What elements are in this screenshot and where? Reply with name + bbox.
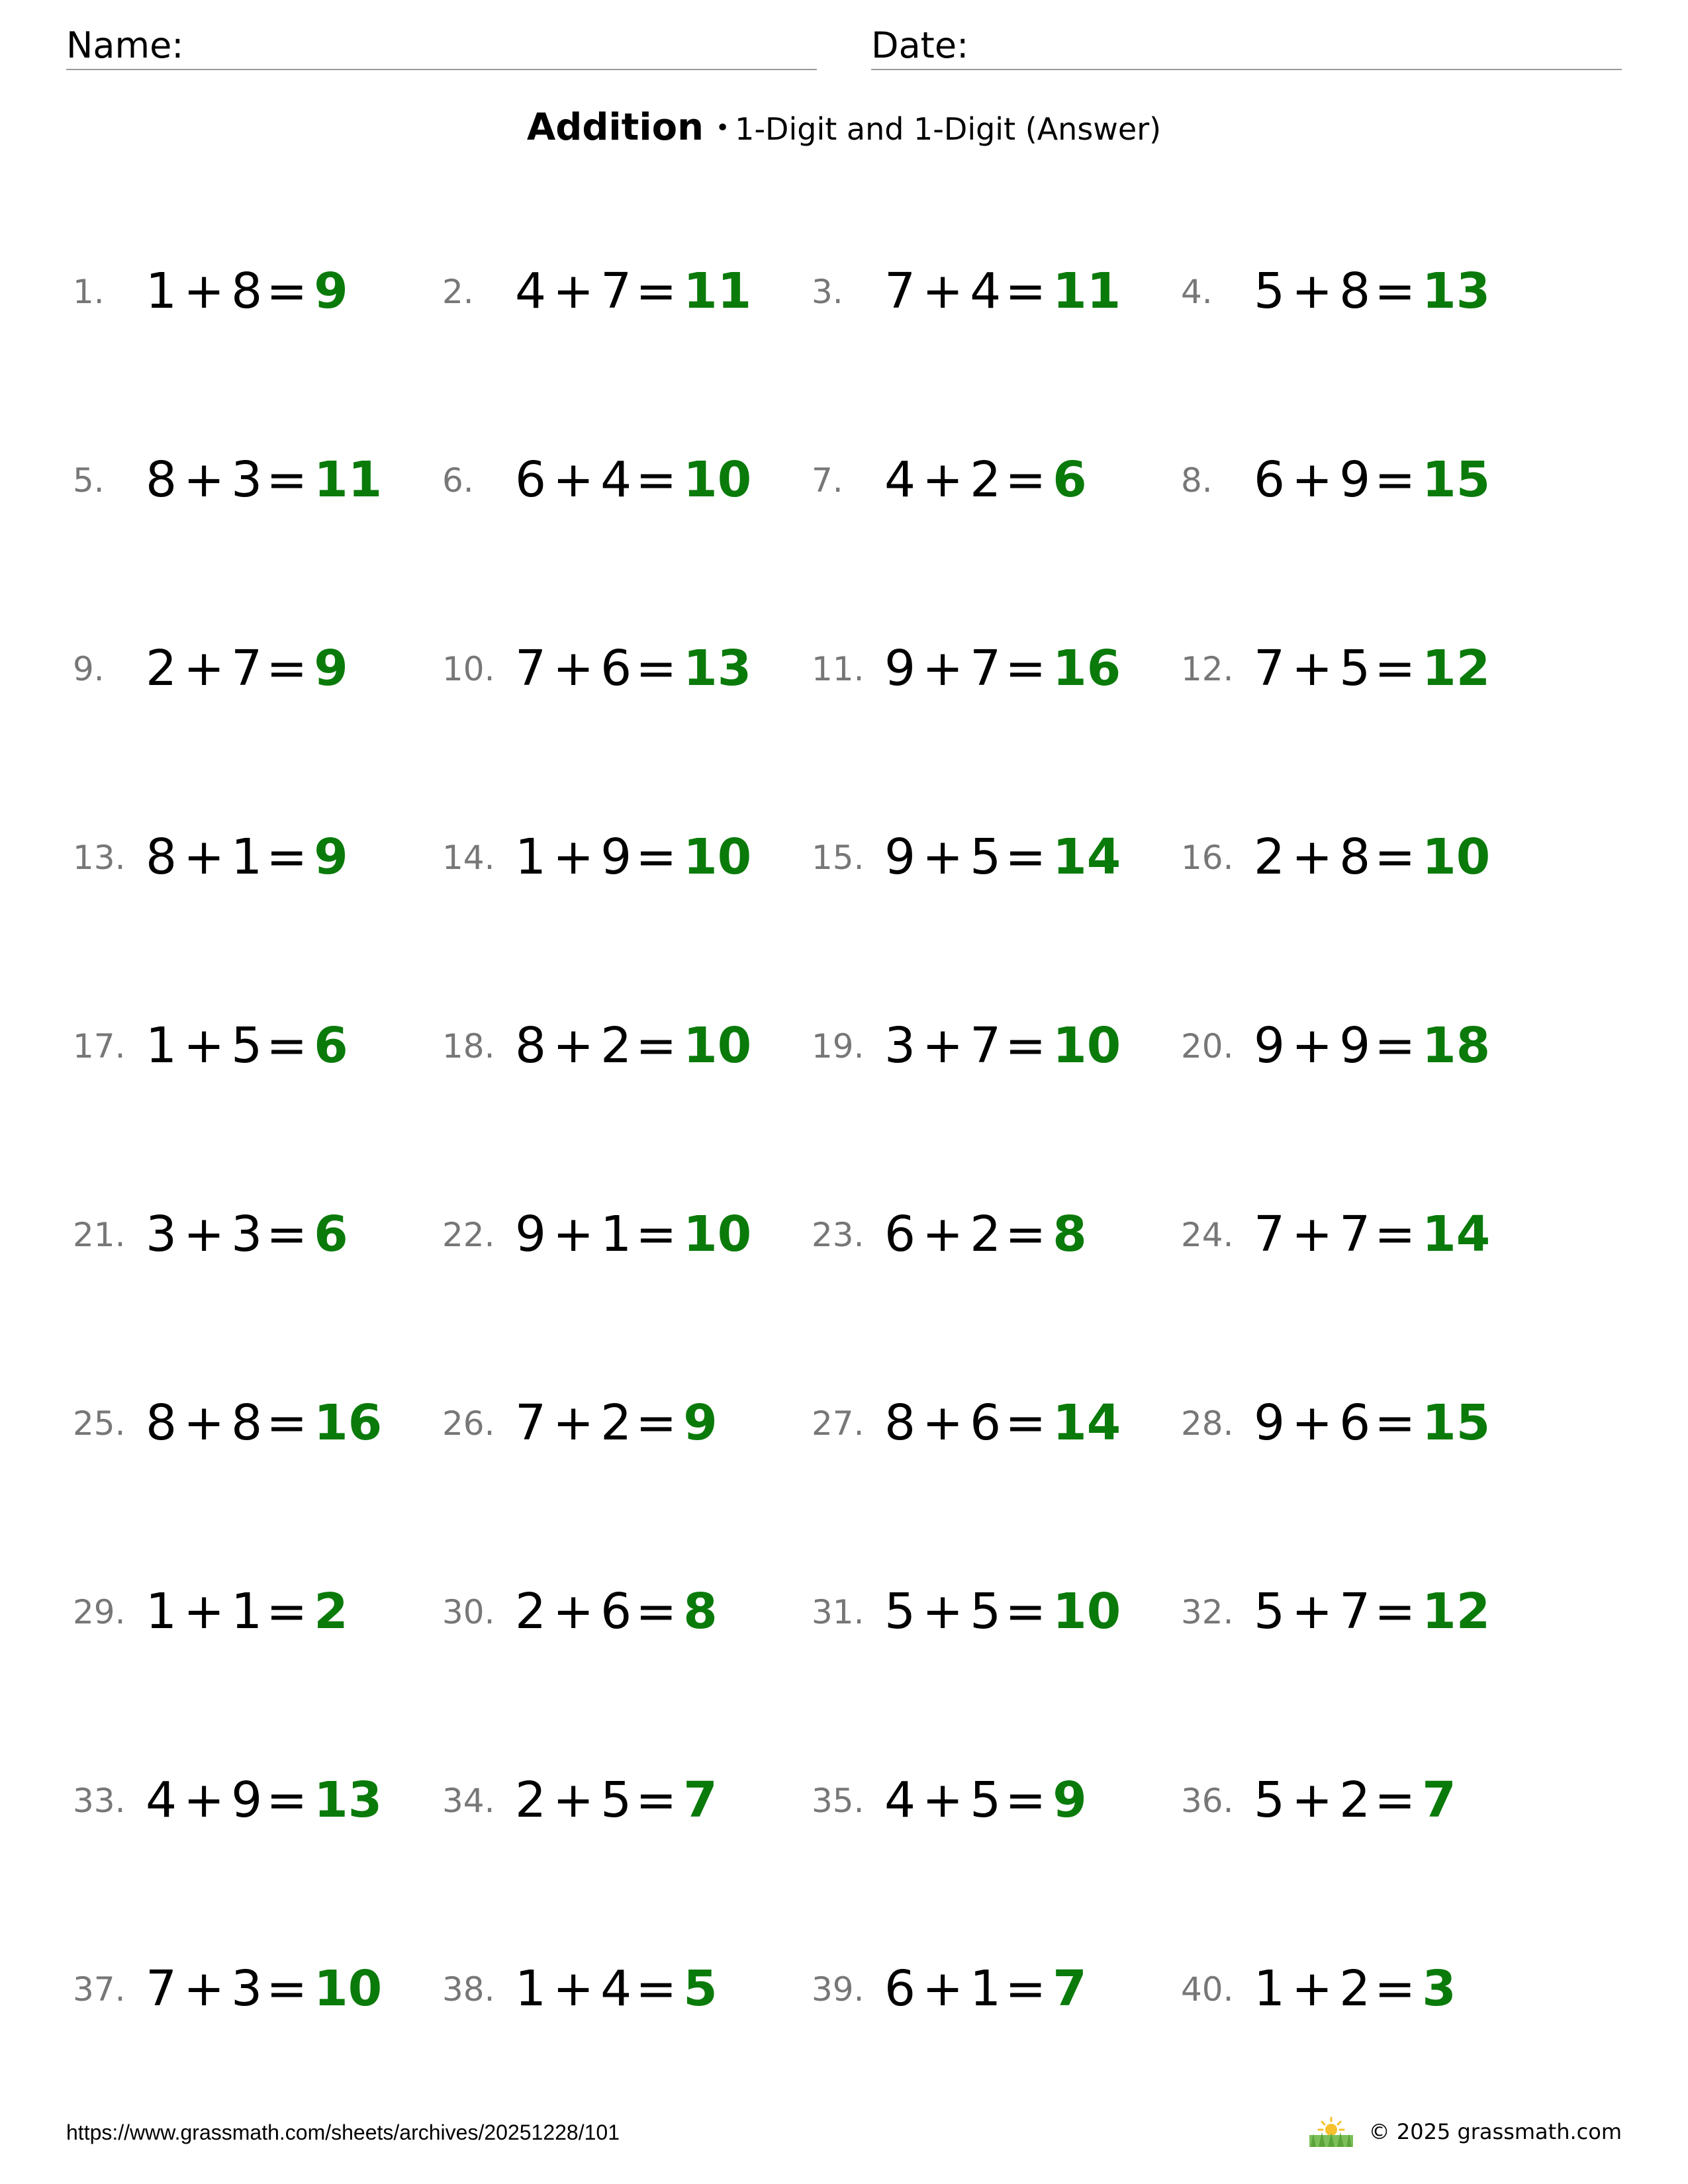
problem-equation [146, 1390, 382, 1456]
plus-sign: + [553, 1017, 594, 1074]
plus-sign: + [1291, 1394, 1333, 1451]
operand-a: 4 [146, 1772, 177, 1829]
operand-b: 4 [970, 263, 1002, 320]
equals-sign: = [266, 1394, 308, 1451]
plus-sign: + [1291, 640, 1333, 697]
operand-a: 9 [884, 640, 916, 697]
plus-sign: + [553, 1583, 594, 1640]
operand-b: 6 [1339, 1394, 1371, 1451]
operand-a: 1 [1254, 1960, 1286, 2017]
plus-sign: + [553, 640, 594, 697]
equals-sign: = [1005, 1394, 1047, 1451]
operand-b: 9 [600, 829, 632, 886]
operand-a: 6 [884, 1206, 916, 1263]
problem-equation [146, 1767, 382, 1833]
problem-number: 10. [442, 650, 495, 688]
answer-value: 13 [683, 640, 752, 697]
operand-a: 7 [515, 640, 547, 697]
operand-a: 6 [515, 451, 547, 508]
equals-sign: = [635, 1960, 677, 2017]
problem-equation [1254, 1201, 1490, 1267]
problem-number: 33. [73, 1782, 126, 1820]
problem-number: 13. [73, 839, 126, 877]
problem-number: 21. [73, 1216, 126, 1254]
equals-sign: = [1374, 451, 1416, 508]
problem-number: 40. [1181, 1970, 1234, 2009]
equals-sign: = [635, 1772, 677, 1829]
answer-value: 6 [314, 1206, 348, 1263]
plus-sign: + [553, 1772, 594, 1829]
answer-value: 14 [1053, 1394, 1121, 1451]
problem-number: 11. [812, 650, 865, 688]
answer-value: 8 [683, 1583, 718, 1640]
operand-b: 7 [1339, 1206, 1371, 1263]
answer-value: 10 [314, 1960, 383, 2017]
equals-sign: = [1005, 1583, 1047, 1640]
answer-value: 8 [1053, 1206, 1087, 1263]
equals-sign: = [635, 451, 677, 508]
name-label: Name: [66, 24, 184, 66]
problem-equation [146, 258, 348, 324]
plus-sign: + [922, 1772, 964, 1829]
operand-b: 8 [1339, 263, 1371, 320]
operand-a: 7 [146, 1960, 177, 2017]
plus-sign: + [922, 263, 964, 320]
operand-b: 7 [970, 640, 1002, 697]
answer-value: 7 [1053, 1960, 1087, 2017]
plus-sign: + [553, 829, 594, 886]
equals-sign: = [1005, 263, 1047, 320]
operand-b: 6 [970, 1394, 1002, 1451]
operand-b: 8 [231, 1394, 263, 1451]
plus-sign: + [1291, 829, 1333, 886]
equals-sign: = [266, 263, 308, 320]
answer-value: 11 [314, 451, 383, 508]
answer-value: 15 [1422, 1394, 1491, 1451]
problem-equation [884, 1578, 1121, 1645]
equals-sign: = [1005, 451, 1047, 508]
operand-a: 5 [884, 1583, 916, 1640]
equals-sign: = [266, 640, 308, 697]
answer-value: 18 [1422, 1017, 1491, 1074]
operand-b: 8 [231, 263, 263, 320]
problem-number: 22. [442, 1216, 495, 1254]
copyright-text: © 2025 grassmath.com [1368, 2119, 1622, 2144]
operand-a: 7 [1254, 1206, 1286, 1263]
operand-b: 2 [970, 1206, 1002, 1263]
footer-url[interactable]: https://www.grassmath.com/sheets/archives/20251228/101 [66, 2120, 620, 2144]
answer-value: 11 [1053, 263, 1121, 320]
operand-b: 2 [970, 451, 1002, 508]
plus-sign: + [1291, 451, 1333, 508]
plus-sign: + [553, 1206, 594, 1263]
operand-b: 2 [600, 1017, 632, 1074]
problem-number: 27. [812, 1404, 865, 1443]
problem-number: 38. [442, 1970, 495, 2009]
operand-b: 5 [600, 1772, 632, 1829]
date-label: Date: [871, 24, 969, 66]
operand-a: 6 [1254, 451, 1286, 508]
equals-sign: = [635, 829, 677, 886]
problem-equation [146, 1201, 348, 1267]
problem-equation [515, 824, 751, 890]
operand-b: 7 [231, 640, 263, 697]
operand-b: 2 [1339, 1772, 1371, 1829]
answer-value: 9 [1053, 1772, 1087, 1829]
answer-value: 14 [1422, 1206, 1491, 1263]
equals-sign: = [1374, 640, 1416, 697]
equals-sign: = [1374, 1206, 1416, 1263]
answer-value: 14 [1053, 829, 1121, 886]
problem-number: 4. [1181, 273, 1213, 311]
answer-value: 9 [683, 1394, 718, 1451]
answer-value: 9 [314, 829, 348, 886]
operand-b: 4 [600, 451, 632, 508]
answer-value: 3 [1422, 1960, 1456, 2017]
problem-equation [884, 635, 1121, 702]
operand-a: 9 [1254, 1394, 1286, 1451]
equals-sign: = [266, 1960, 308, 2017]
operand-a: 7 [1254, 640, 1286, 697]
operand-a: 6 [884, 1960, 916, 2017]
operand-a: 9 [884, 829, 916, 886]
equals-sign: = [266, 451, 308, 508]
equals-sign: = [1374, 263, 1416, 320]
operand-a: 1 [146, 1017, 177, 1074]
answer-value: 6 [314, 1017, 348, 1074]
equals-sign: = [1005, 829, 1047, 886]
problem-number: 37. [73, 1970, 126, 2009]
problem-equation [884, 1390, 1121, 1456]
plus-sign: + [183, 1960, 225, 2017]
plus-sign: + [1291, 1960, 1333, 2017]
problem-number: 14. [442, 839, 495, 877]
answer-value: 12 [1422, 1583, 1491, 1640]
operand-a: 9 [515, 1206, 547, 1263]
problem-equation [884, 1201, 1087, 1267]
operand-b: 3 [231, 1206, 263, 1263]
problem-equation [146, 824, 348, 890]
plus-sign: + [922, 1960, 964, 2017]
operand-a: 2 [146, 640, 177, 697]
plus-sign: + [922, 640, 964, 697]
problem-equation [1254, 1956, 1456, 2022]
operand-a: 2 [1254, 829, 1286, 886]
operand-a: 2 [515, 1583, 547, 1640]
plus-sign: + [183, 1772, 225, 1829]
plus-sign: + [183, 451, 225, 508]
plus-sign: + [922, 1394, 964, 1451]
problem-equation [1254, 447, 1490, 513]
plus-sign: + [553, 451, 594, 508]
plus-sign: + [183, 829, 225, 886]
problem-equation [515, 635, 751, 702]
operand-b: 1 [600, 1206, 632, 1263]
equals-sign: = [1374, 1583, 1416, 1640]
problem-number: 7. [812, 461, 843, 500]
problem-equation [146, 1578, 348, 1645]
answer-value: 7 [683, 1772, 718, 1829]
problem-equation [515, 1767, 718, 1833]
operand-b: 1 [231, 1583, 263, 1640]
problem-number: 31. [812, 1593, 865, 1631]
equals-sign: = [635, 1206, 677, 1263]
operand-b: 6 [600, 640, 632, 697]
plus-sign: + [1291, 263, 1333, 320]
problem-number: 26. [442, 1404, 495, 1443]
operand-b: 9 [231, 1772, 263, 1829]
operand-a: 3 [884, 1017, 916, 1074]
problem-number: 19. [812, 1027, 865, 1066]
equals-sign: = [1374, 1960, 1416, 2017]
answer-value: 5 [683, 1960, 718, 2017]
equals-sign: = [1374, 829, 1416, 886]
operand-a: 1 [515, 829, 547, 886]
answer-value: 10 [683, 1206, 752, 1263]
problem-equation [146, 635, 348, 702]
answer-value: 16 [1053, 640, 1121, 697]
problem-equation [884, 1013, 1121, 1079]
plus-sign: + [183, 1206, 225, 1263]
operand-a: 9 [1254, 1017, 1286, 1074]
answer-value: 10 [683, 829, 752, 886]
equals-sign: = [266, 1583, 308, 1640]
operand-a: 8 [515, 1017, 547, 1074]
plus-sign: + [183, 263, 225, 320]
operand-a: 8 [146, 1394, 177, 1451]
plus-sign: + [183, 640, 225, 697]
plus-sign: + [922, 1583, 964, 1640]
operand-b: 3 [231, 451, 263, 508]
answer-value: 13 [314, 1772, 383, 1829]
problem-number: 36. [1181, 1782, 1234, 1820]
problem-equation [515, 1201, 751, 1267]
problem-equation [515, 447, 751, 513]
answer-value: 16 [314, 1394, 383, 1451]
answer-value: 13 [1422, 263, 1491, 320]
problem-number: 23. [812, 1216, 865, 1254]
problem-equation [515, 1390, 718, 1456]
operand-b: 2 [600, 1394, 632, 1451]
equals-sign: = [1005, 1772, 1047, 1829]
answer-value: 10 [1422, 829, 1491, 886]
footer-brand [1308, 2115, 1622, 2148]
operand-b: 5 [970, 1772, 1002, 1829]
plus-sign: + [1291, 1772, 1333, 1829]
answer-value: 10 [1053, 1583, 1121, 1640]
plus-sign: + [922, 1017, 964, 1074]
operand-a: 4 [884, 1772, 916, 1829]
answer-value: 6 [1053, 451, 1087, 508]
operand-b: 6 [600, 1583, 632, 1640]
problem-number: 3. [812, 273, 843, 311]
problem-number: 12. [1181, 650, 1234, 688]
answer-value: 7 [1422, 1772, 1456, 1829]
equals-sign: = [1005, 1960, 1047, 2017]
problem-number: 28. [1181, 1404, 1234, 1443]
operand-a: 1 [515, 1960, 547, 2017]
operand-b: 7 [600, 263, 632, 320]
operand-b: 8 [1339, 829, 1371, 886]
equals-sign: = [635, 263, 677, 320]
plus-sign: + [922, 829, 964, 886]
equals-sign: = [266, 1772, 308, 1829]
problem-number: 30. [442, 1593, 495, 1631]
problem-number: 2. [442, 273, 474, 311]
answer-value: 9 [314, 263, 348, 320]
answer-value: 12 [1422, 640, 1491, 697]
operand-b: 9 [1339, 1017, 1371, 1074]
problem-number: 35. [812, 1782, 865, 1820]
operand-a: 8 [884, 1394, 916, 1451]
answer-value: 10 [1053, 1017, 1121, 1074]
problem-number: 20. [1181, 1027, 1234, 1066]
problem-number: 15. [812, 839, 865, 877]
problem-equation [884, 1956, 1087, 2022]
operand-a: 7 [515, 1394, 547, 1451]
problem-equation [515, 258, 751, 324]
operand-a: 1 [146, 263, 177, 320]
operand-a: 7 [884, 263, 916, 320]
equals-sign: = [266, 1206, 308, 1263]
plus-sign: + [922, 451, 964, 508]
operand-b: 5 [231, 1017, 263, 1074]
title-bullet: • [715, 114, 730, 142]
operand-b: 7 [970, 1017, 1002, 1074]
problem-equation [515, 1956, 718, 2022]
problem-number: 39. [812, 1970, 865, 2009]
problem-number: 5. [73, 461, 105, 500]
problem-equation [146, 1956, 382, 2022]
problem-equation [1254, 635, 1490, 702]
problem-number: 6. [442, 461, 474, 500]
plus-sign: + [183, 1394, 225, 1451]
problem-number: 17. [73, 1027, 126, 1066]
plus-sign: + [1291, 1206, 1333, 1263]
plus-sign: + [1291, 1017, 1333, 1074]
answer-value: 15 [1422, 451, 1491, 508]
operand-a: 4 [515, 263, 547, 320]
plus-sign: + [1291, 1583, 1333, 1640]
operand-b: 2 [1339, 1960, 1371, 2017]
problem-number: 16. [1181, 839, 1234, 877]
operand-a: 4 [884, 451, 916, 508]
equals-sign: = [1374, 1394, 1416, 1451]
equals-sign: = [1374, 1772, 1416, 1829]
plus-sign: + [183, 1583, 225, 1640]
equals-sign: = [635, 640, 677, 697]
problem-equation [884, 824, 1121, 890]
equals-sign: = [266, 1017, 308, 1074]
operand-b: 1 [970, 1960, 1002, 2017]
problem-number: 25. [73, 1404, 126, 1443]
problem-equation [1254, 1390, 1490, 1456]
answer-value: 2 [314, 1583, 348, 1640]
problem-equation [884, 1767, 1087, 1833]
operand-b: 4 [600, 1960, 632, 2017]
operand-a: 1 [146, 1583, 177, 1640]
equals-sign: = [635, 1583, 677, 1640]
operand-b: 5 [970, 829, 1002, 886]
problem-number: 9. [73, 650, 105, 688]
problem-equation [1254, 1578, 1490, 1645]
operand-b: 3 [231, 1960, 263, 2017]
answer-value: 10 [683, 1017, 752, 1074]
answer-value: 10 [683, 451, 752, 508]
plus-sign: + [183, 1017, 225, 1074]
equals-sign: = [1005, 640, 1047, 697]
equals-sign: = [1005, 1206, 1047, 1263]
problem-number: 24. [1181, 1216, 1234, 1254]
operand-a: 2 [515, 1772, 547, 1829]
problem-number: 29. [73, 1593, 126, 1631]
plus-sign: + [553, 1394, 594, 1451]
problem-equation [884, 258, 1121, 324]
operand-b: 9 [1339, 451, 1371, 508]
equals-sign: = [635, 1017, 677, 1074]
plus-sign: + [922, 1206, 964, 1263]
problem-equation [884, 447, 1087, 513]
title-main: Addition [526, 106, 704, 149]
problem-number: 18. [442, 1027, 495, 1066]
operand-b: 5 [970, 1583, 1002, 1640]
operand-a: 5 [1254, 1772, 1286, 1829]
problem-equation [1254, 1767, 1456, 1833]
plus-sign: + [553, 263, 594, 320]
problem-number: 8. [1181, 461, 1213, 500]
operand-a: 5 [1254, 263, 1286, 320]
operand-a: 8 [146, 451, 177, 508]
answer-value: 11 [683, 263, 752, 320]
plus-sign: + [553, 1960, 594, 2017]
operand-a: 3 [146, 1206, 177, 1263]
problem-equation [146, 1013, 348, 1079]
title-subtitle: 1-Digit and 1-Digit (Answer) [735, 111, 1162, 147]
problem-equation [1254, 824, 1490, 890]
equals-sign: = [266, 829, 308, 886]
operand-a: 8 [146, 829, 177, 886]
problem-number: 32. [1181, 1593, 1234, 1631]
problem-equation [146, 447, 382, 513]
operand-a: 5 [1254, 1583, 1286, 1640]
operand-b: 5 [1339, 640, 1371, 697]
problem-equation [1254, 1013, 1490, 1079]
operand-b: 1 [231, 829, 263, 886]
problem-equation [1254, 258, 1490, 324]
equals-sign: = [1374, 1017, 1416, 1074]
operand-b: 7 [1339, 1583, 1371, 1640]
problem-equation [515, 1013, 751, 1079]
grass-sun-logo-icon [1308, 2115, 1354, 2148]
problem-equation [515, 1578, 718, 1645]
problem-number: 34. [442, 1782, 495, 1820]
problem-number: 1. [73, 273, 105, 311]
equals-sign: = [1005, 1017, 1047, 1074]
equals-sign: = [635, 1394, 677, 1451]
answer-value: 9 [314, 640, 348, 697]
